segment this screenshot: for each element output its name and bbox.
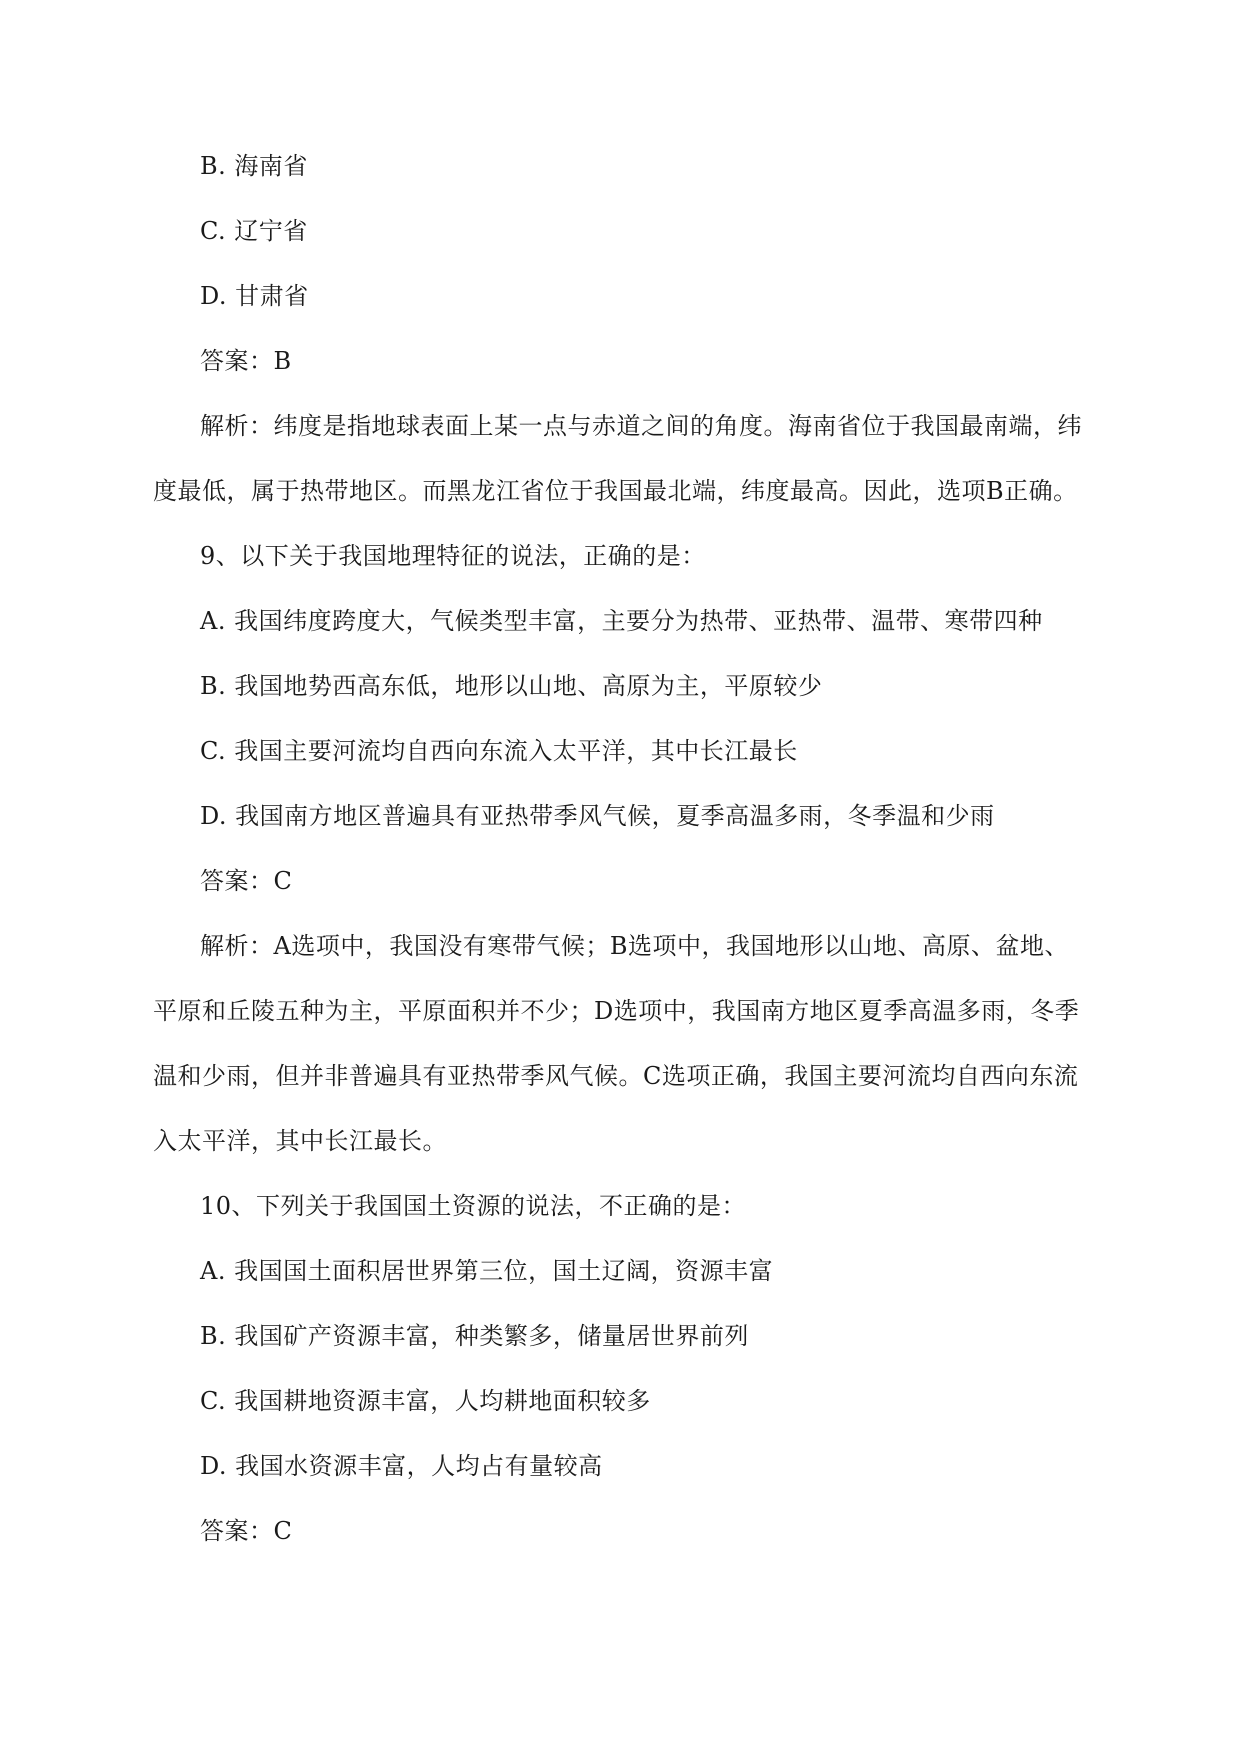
- q9-analysis-line-4: 入太平洋，其中长江最长。: [153, 1127, 447, 1155]
- q10-option-d: D. 我国水资源丰富，人均占有量较高: [200, 1452, 603, 1480]
- q9-question: 9、以下关于我国地理特征的说法，正确的是：: [200, 542, 706, 570]
- q9-analysis-line-1: 解析：A选项中，我国没有寒带气候；B选项中，我国地形以山地、高原、盆地、: [200, 932, 1069, 960]
- q9-answer: 答案：C: [200, 867, 293, 895]
- q8-option-d: D. 甘肃省: [200, 282, 309, 310]
- q8-answer: 答案：B: [200, 347, 292, 375]
- q8-option-c: C. 辽宁省: [200, 217, 308, 245]
- q9-option-b: B. 我国地势西高东低，地形以山地、高原为主，平原较少: [200, 672, 823, 700]
- q10-option-a: A. 我国国土面积居世界第三位，国土辽阔，资源丰富: [200, 1257, 774, 1285]
- q9-analysis-line-2: 平原和丘陵五种为主，平原面积并不少；D选项中，我国南方地区夏季高温多雨，冬季: [153, 997, 1080, 1025]
- q8-analysis-line-1: 解析：纬度是指地球表面上某一点与赤道之间的角度。海南省位于我国最南端，纬: [200, 412, 1082, 440]
- q8-analysis-line-2: 度最低，属于热带地区。而黑龙江省位于我国最北端，纬度最高。因此，选项B正确。: [153, 477, 1078, 505]
- q9-option-a: A. 我国纬度跨度大，气候类型丰富，主要分为热带、亚热带、温带、寒带四种: [200, 607, 1043, 635]
- q10-answer: 答案：C: [200, 1517, 293, 1545]
- q8-option-b: B. 海南省: [200, 152, 308, 180]
- q9-option-c: C. 我国主要河流均自西向东流入太平洋，其中长江最长: [200, 737, 798, 765]
- q9-option-d: D. 我国南方地区普遍具有亚热带季风气候，夏季高温多雨，冬季温和少雨: [200, 802, 995, 830]
- q10-option-c: C. 我国耕地资源丰富，人均耕地面积较多: [200, 1387, 651, 1415]
- q10-option-b: B. 我国矿产资源丰富，种类繁多，储量居世界前列: [200, 1322, 749, 1350]
- q10-question: 10、下列关于我国国土资源的说法，不正确的是：: [200, 1192, 747, 1220]
- q9-analysis-line-3: 温和少雨，但并非普遍具有亚热带季风气候。C选项正确，我国主要河流均自西向东流: [153, 1062, 1079, 1090]
